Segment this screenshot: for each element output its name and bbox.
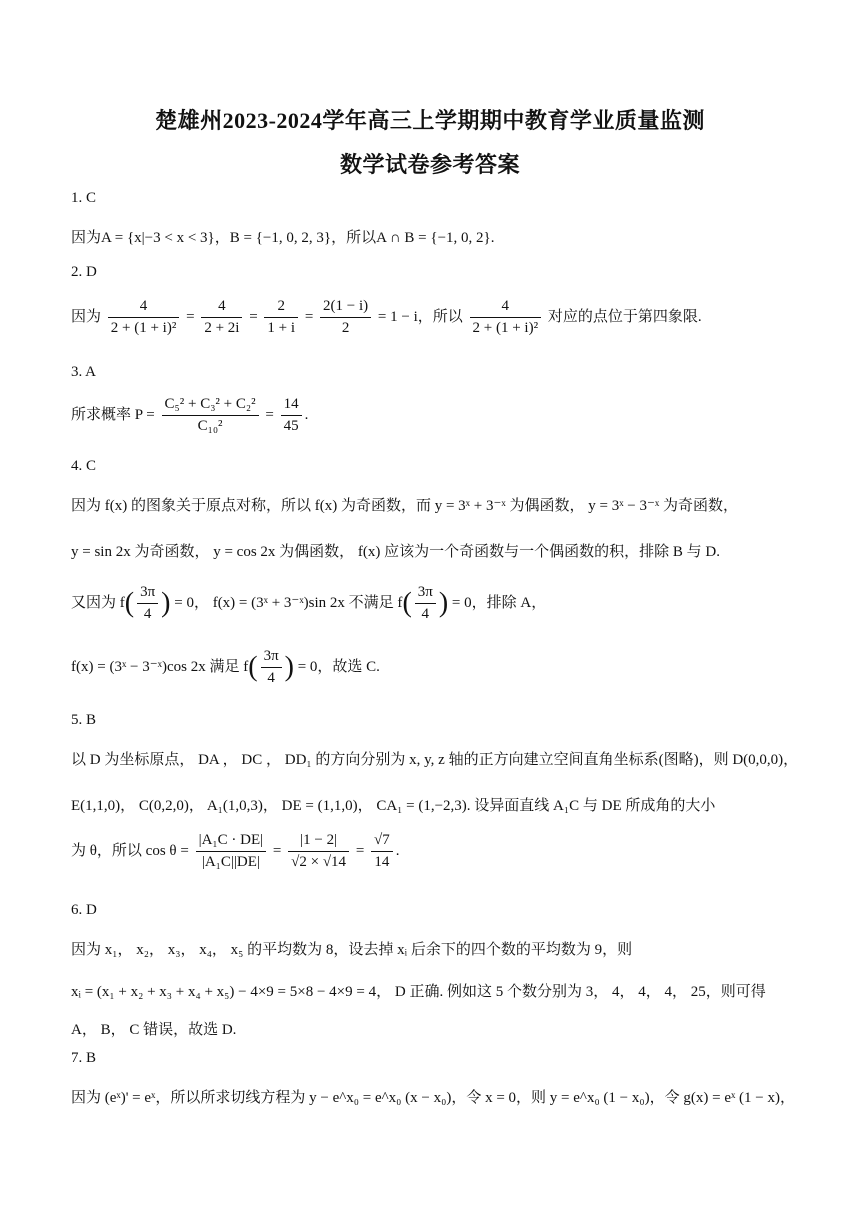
answer-7-line-1: 因为 (eˣ)' = eˣ，所以所求切线方程为 y − e^x₀ = e^x₀ (x − x₀)，令 x = 0，则 y = e^x₀ (1 − x₀)，令 g(x) = eˣ (1 − x)， [71, 1090, 796, 1106]
answer-4-line-3-part-b: = 0， f(x) = (3ˣ + 3⁻ˣ)sin 2x 不满足 f [170, 594, 403, 611]
answer-6-number: 6. D [71, 902, 97, 918]
answer-4-line-2: y = sin 2x 为奇函数， y = cos 2x 为偶函数， f(x) 应该为一个奇函数与一个偶函数的积，排除 B 与 D. [71, 544, 720, 560]
fraction: $\frac{\text{|A₁C · DE|}}{\text{|A₁C||DE|}}$ [196, 832, 267, 871]
fraction: $\frac{3\pi}{4}$ [415, 584, 436, 623]
answer-4-line-4: f(x) = (3ˣ − 3⁻ˣ)cos 2x 满足 f( $\frac{3\pi}{4}$ ) = 0，故选 C. [71, 648, 380, 686]
answer-5-line-2: E(1,1,0)， C(0,2,0)， A₁(1,0,3)， DE = (1,1,0)， CA₁ = (1,−2,3). 设异面直线 A₁C 与 DE 所成角的大小 [71, 798, 716, 814]
answer-4-line-3-part-c: = 0，排除 A， [448, 594, 547, 611]
answer-4-line-1: 因为 f(x) 的图象关于原点对称，所以 f(x) 为奇函数，而 y = 3ˣ + 3⁻ˣ 为偶函数， y = 3ˣ − 3⁻ˣ 为奇函数， [71, 498, 738, 514]
answer-2-line-1: 因为 $\frac{4}{\text{2 + (1 + i)²}}$ = $\frac{4}{2 + 2i}$ = $\frac{2}{1 + i}$ = $\frac{2(1 - i)}{2}$ = 1 − i，所以 $\frac{4}{\text{2 + (1 + i)²}}$ 对应的点位于第四象限. [71, 298, 702, 336]
answer-4-line-4-part-a: f(x) = (3ˣ − 3⁻ˣ)cos 2x 满足 f [71, 658, 249, 675]
answer-4-line-4-part-b: = 0，故选 C. [293, 658, 380, 675]
answer-2-suffix: 对应的点位于第四象限. [547, 308, 702, 325]
fraction: $\frac{\text{C₅² + C₃² + C₂²}}{\text{C₁₀²}}$ [162, 396, 259, 435]
fraction: $\frac{2}{1 + i}$ [264, 298, 298, 337]
answer-3-number: 3. A [71, 364, 97, 380]
answer-2-number: 2. D [71, 264, 97, 280]
fraction: $\frac{14}{45}$ [281, 396, 302, 435]
answer-1-number: 1. C [71, 190, 97, 206]
answer-5-prefix: 为 θ，所以 cos θ = [71, 842, 189, 859]
answer-6-line-3: A， B， C 错误，故选 D. [71, 1022, 237, 1038]
answer-5-line-1: 以 D 为坐标原点， DA ， DC ， DD₁ 的方向分别为 x, y, z 轴的正方向建立空间直角坐标系(图略)，则 D(0,0,0)， [71, 752, 799, 768]
page-title: 楚雄州2023-2024学年高三上学期期中教育学业质量监测 [155, 108, 705, 133]
fraction: $\frac{|1 - 2|}{√2 \times √14}$ [288, 832, 349, 871]
answer-7-number: 7. B [71, 1050, 97, 1066]
fraction: $\frac{3\pi}{4}$ [261, 648, 282, 687]
answer-5-number: 5. B [71, 712, 97, 728]
fraction: $\frac{3\pi}{4}$ [137, 584, 158, 623]
answer-6-line-1: 因为 x₁， x₂， x₃， x₄， x₅ 的平均数为 8，设去掉 xᵢ 后余下的四个数的平均数为 9，则 [71, 942, 633, 958]
answer-2-middle: = 1 − i，所以 [377, 308, 463, 325]
fraction: $\frac{4}{\text{2 + (1 + i)²}}$ [470, 298, 542, 337]
answer-1-line-1: 因为A = {x|−3 < x < 3}，B = {−1, 0, 2, 3}，所以A ∩ B = {−1, 0, 2}. [71, 230, 495, 246]
answer-3-prefix: 所求概率 P = [71, 406, 155, 423]
answer-6-line-2: xᵢ = (x₁ + x₂ + x₃ + x₄ + x₅) − 4×9 = 5×8 − 4×9 = 4， D 正确. 例如这 5 个数分别为 3， 4， 4， 4， 25，则可得 [71, 984, 766, 1000]
fraction: $\frac{2(1 - i)}{2}$ [320, 298, 371, 337]
fraction: $\frac{4}{2 + 2i}$ [201, 298, 242, 337]
answer-4-number: 4. C [71, 458, 97, 474]
answer-5-line-3: 为 θ，所以 cos θ = $\frac{\text{|A₁C · DE|}}{\text{|A₁C||DE|}}$ = $\frac{|1 - 2|}{√2 \times √14}$ = $\frac{√7}{14}$ . [71, 832, 400, 870]
answer-4-line-3: 又因为 f( $\frac{3\pi}{4}$ ) = 0， f(x) = (3ˣ + 3⁻ˣ)sin 2x 不满足 f( $\frac{3\pi}{4}$ ) = 0，排除 A， [71, 584, 547, 622]
answer-3-line-1: 所求概率 P = $\frac{\text{C₅² + C₃² + C₂²}}{\text{C₁₀²}}$ = $\frac{14}{45}$ . [71, 396, 309, 434]
fraction: $\frac{√7}{14}$ [371, 832, 393, 871]
answer-4-line-3-part-a: 又因为 f [71, 594, 125, 611]
fraction: $\frac{4}{\text{2 + (1 + i)²}}$ [108, 298, 180, 337]
answer-2-prefix: 因为 [71, 308, 102, 325]
page-subtitle: 数学试卷参考答案 [339, 152, 520, 177]
